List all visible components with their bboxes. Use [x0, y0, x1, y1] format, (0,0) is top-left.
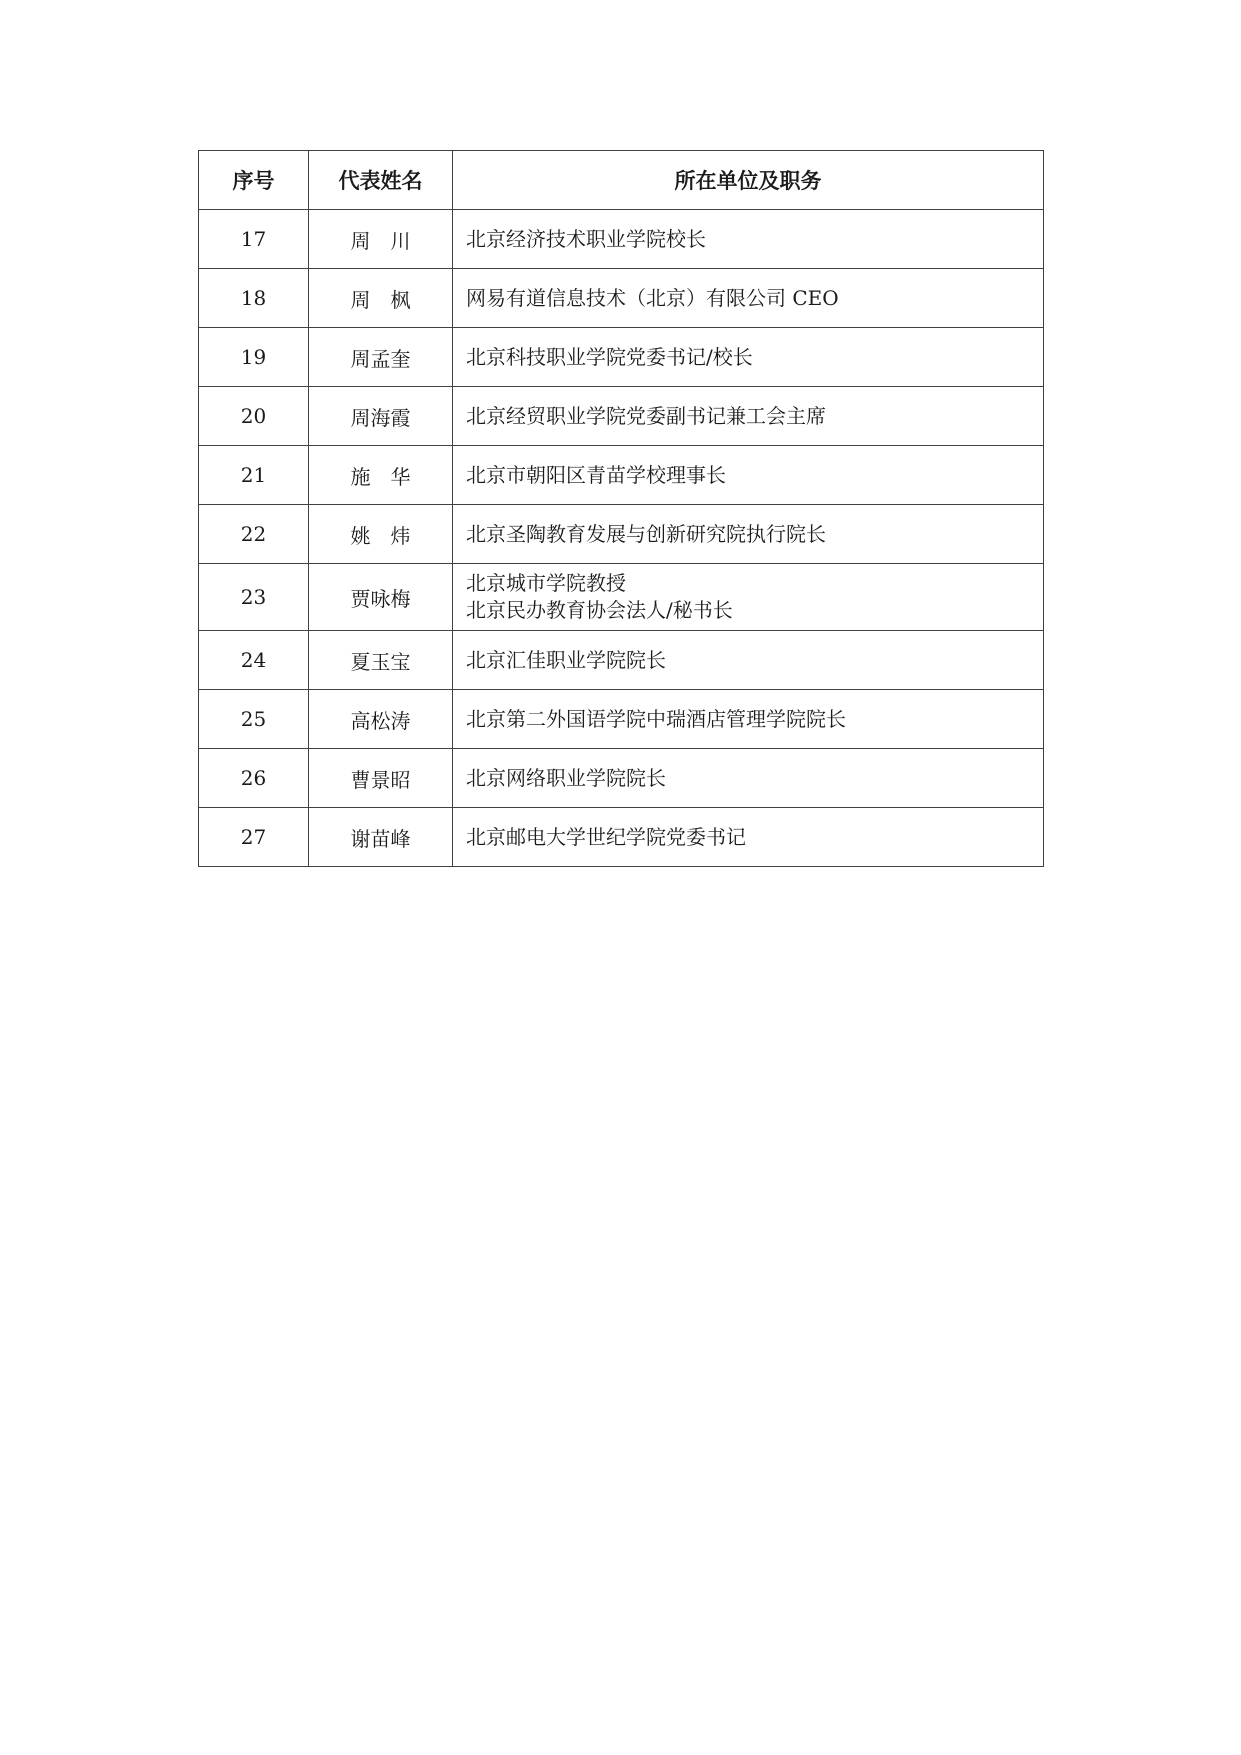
unit-position-line: 北京城市学院教授	[466, 571, 626, 595]
name-cell: 周 川	[309, 210, 453, 269]
unit-position-line: 网易有道信息技术（北京）有限公司 CEO	[466, 285, 839, 310]
unit-position-cell	[453, 749, 1044, 808]
serial-number-cell: 27	[199, 808, 309, 867]
unit-position-line: 北京网络职业学院院长	[466, 765, 666, 790]
unit-position-line: 北京邮电大学世纪学院党委书记	[466, 824, 746, 849]
unit-position-cell	[453, 631, 1044, 690]
table-row	[199, 808, 1044, 867]
name-cell: 高松涛	[309, 690, 453, 749]
name-cell: 周海霞	[309, 387, 453, 446]
unit-position-line: 北京科技职业学院党委书记/校长	[466, 344, 753, 369]
unit-position-cell	[453, 690, 1044, 749]
header-serial-number: 序号	[199, 151, 309, 210]
serial-number-cell: 26	[199, 749, 309, 808]
name-cell: 姚 炜	[309, 505, 453, 564]
unit-position-line: 北京圣陶教育发展与创新研究院执行院长	[466, 521, 826, 546]
unit-position-line: 北京第二外国语学院中瑞酒店管理学院院长	[466, 706, 846, 731]
table-header-row	[199, 151, 1044, 210]
table-row	[199, 328, 1044, 387]
unit-position-cell	[453, 328, 1044, 387]
serial-number-cell: 18	[199, 269, 309, 328]
table-row	[199, 564, 1044, 631]
unit-position-line: 北京经济技术职业学院校长	[466, 226, 706, 251]
table-row	[199, 631, 1044, 690]
table-row	[199, 210, 1044, 269]
serial-number-cell: 21	[199, 446, 309, 505]
serial-number-cell: 22	[199, 505, 309, 564]
unit-position-cell	[453, 505, 1044, 564]
unit-position-line: 北京经贸职业学院党委副书记兼工会主席	[466, 403, 826, 428]
unit-position-line: 北京汇佳职业学院院长	[466, 647, 666, 672]
representatives-table	[198, 150, 1044, 867]
serial-number-cell: 24	[199, 631, 309, 690]
table-row	[199, 505, 1044, 564]
unit-position-cell	[453, 446, 1044, 505]
table-row	[199, 269, 1044, 328]
table-row	[199, 387, 1044, 446]
table-row	[199, 446, 1044, 505]
name-cell: 谢苗峰	[309, 808, 453, 867]
name-cell: 曹景昭	[309, 749, 453, 808]
header-unit-and-position: 所在单位及职务	[453, 151, 1044, 210]
serial-number-cell: 23	[199, 564, 309, 631]
unit-position-cell	[453, 210, 1044, 269]
name-cell: 施 华	[309, 446, 453, 505]
table-row	[199, 749, 1044, 808]
table-row	[199, 690, 1044, 749]
serial-number-cell: 25	[199, 690, 309, 749]
name-cell: 贾咏梅	[309, 564, 453, 631]
serial-number-cell: 19	[199, 328, 309, 387]
name-cell: 周 枫	[309, 269, 453, 328]
serial-number-cell: 17	[199, 210, 309, 269]
table-body	[199, 210, 1044, 867]
name-cell: 夏玉宝	[309, 631, 453, 690]
name-cell: 周孟奎	[309, 328, 453, 387]
unit-position-line: 北京民办教育协会法人/秘书长	[466, 598, 733, 622]
unit-position-line: 北京市朝阳区青苗学校理事长	[466, 462, 726, 487]
unit-position-cell	[453, 387, 1044, 446]
unit-position-cell	[453, 269, 1044, 328]
header-representative-name: 代表姓名	[309, 151, 453, 210]
unit-position-cell	[453, 808, 1044, 867]
serial-number-cell: 20	[199, 387, 309, 446]
unit-position-cell	[453, 564, 1044, 631]
